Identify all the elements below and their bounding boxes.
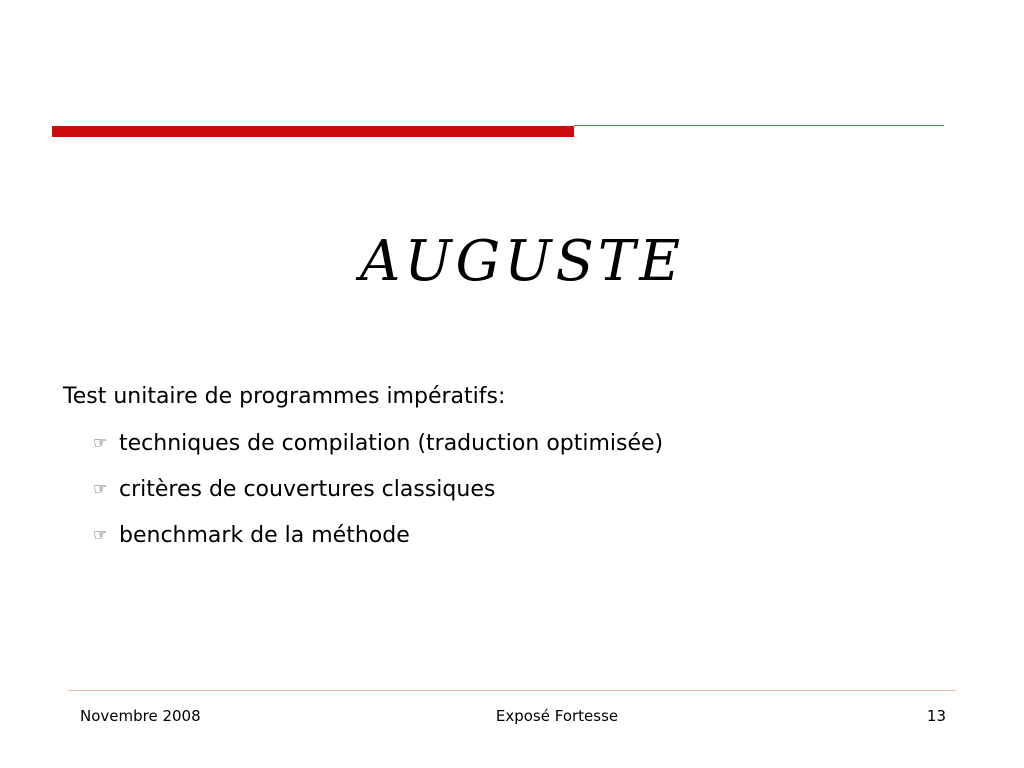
- page-number: 13: [926, 707, 946, 725]
- bullet-text: critères de couvertures classiques: [119, 476, 496, 502]
- footer-divider: [68, 690, 956, 691]
- bullet-text: techniques de compilation (traduction optimisée): [119, 430, 664, 456]
- pointing-hand-icon: ☞: [93, 433, 108, 452]
- slide-body: [63, 380, 963, 564]
- list-item: [93, 518, 963, 552]
- slide-title: AUGUSTE: [359, 229, 685, 294]
- list-item: [93, 472, 963, 506]
- bullet-list: [63, 426, 963, 552]
- list-item: [93, 426, 963, 460]
- bullet-text: benchmark de la méthode: [119, 522, 410, 548]
- intro-line: Test unitaire de programmes impératifs:: [63, 384, 506, 409]
- header-accent-line: [574, 125, 944, 126]
- footer-date: Novembre 2008: [80, 707, 201, 725]
- header-accent-bar: [52, 126, 574, 137]
- pointing-hand-icon: ☞: [93, 525, 108, 544]
- footer-title: Exposé Fortesse: [495, 707, 619, 725]
- pointing-hand-icon: ☞: [93, 479, 108, 498]
